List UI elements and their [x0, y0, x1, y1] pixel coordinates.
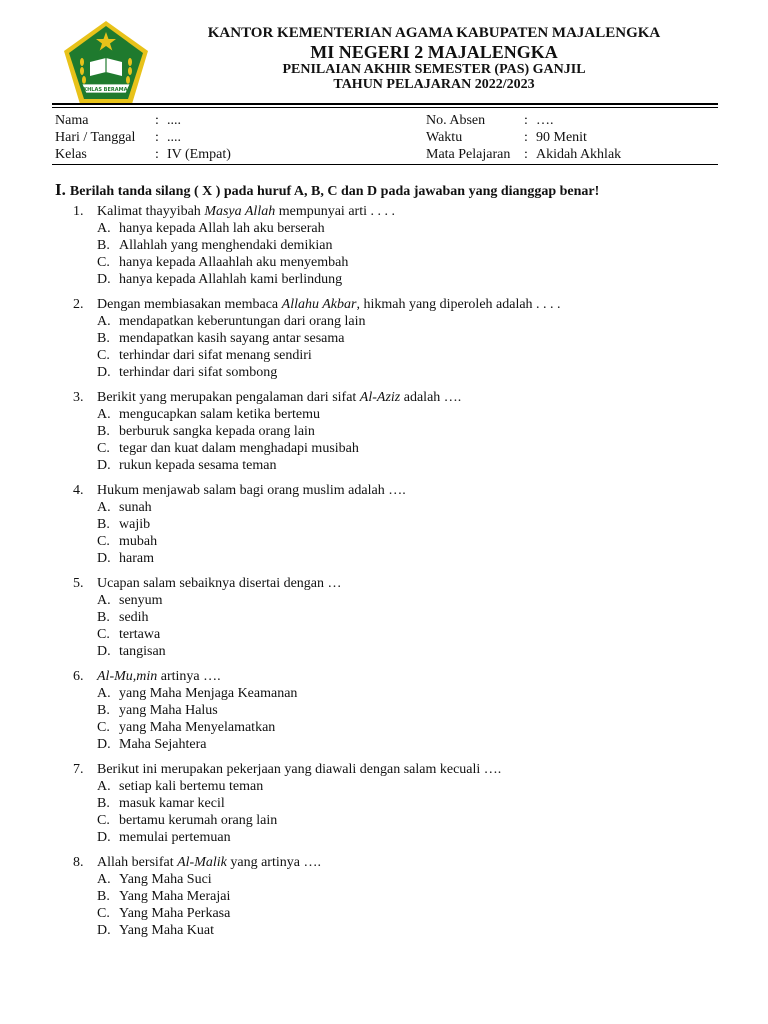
- school-name: MI NEGERI 2 MAJALENGKA: [310, 42, 558, 62]
- student-info-left: [55, 112, 231, 163]
- option-text: Allahlah yang menghendaki demikian: [119, 238, 333, 253]
- answer-option[interactable]: [73, 406, 713, 423]
- letterhead: [160, 24, 708, 92]
- logo-ribbon-text: IKHLAS BERAMAL: [81, 87, 131, 93]
- answer-option[interactable]: [73, 313, 713, 330]
- option-text: bertamu kerumah orang lain: [119, 813, 278, 828]
- option-text: Yang Maha Merajai: [119, 889, 231, 904]
- answer-option[interactable]: [73, 440, 713, 457]
- answer-option[interactable]: [73, 719, 713, 736]
- question-item: [73, 203, 713, 288]
- answer-option[interactable]: [73, 736, 713, 753]
- answer-option[interactable]: [73, 592, 713, 609]
- option-letter: D.: [97, 272, 111, 287]
- option-letter: C.: [97, 720, 110, 735]
- option-text: setiap kali bertemu teman: [119, 779, 264, 794]
- option-text: memulai pertemuan: [119, 830, 231, 845]
- option-letter: C.: [97, 813, 110, 828]
- option-text: Maha Sejahtera: [119, 737, 207, 752]
- option-letter: A.: [97, 314, 111, 329]
- option-text: terhindar dari sifat sombong: [119, 365, 278, 380]
- question-item: [73, 482, 713, 567]
- question-number: 2.: [73, 297, 84, 312]
- option-letter: A.: [97, 221, 111, 236]
- answer-option[interactable]: [73, 871, 713, 888]
- question-stem: [73, 389, 713, 406]
- option-letter: D.: [97, 923, 111, 938]
- question-text: Berikit yang merupakan pengalaman dari sifat Al-Aziz adalah ….: [97, 390, 462, 405]
- answer-option[interactable]: [73, 702, 713, 719]
- answer-option[interactable]: [73, 922, 713, 939]
- info-row-class: Kelas : IV (Empat): [55, 147, 231, 162]
- question-item: [73, 668, 713, 753]
- option-letter: A.: [97, 779, 111, 794]
- question-stem: [73, 854, 713, 871]
- option-letter: C.: [97, 627, 110, 642]
- answer-option[interactable]: [73, 812, 713, 829]
- answer-option[interactable]: [73, 220, 713, 237]
- answer-option[interactable]: [73, 271, 713, 288]
- exam-title: PENILAIAN AKHIR SEMESTER (PAS) GANJIL: [282, 62, 586, 77]
- question-stem: [73, 203, 713, 220]
- option-letter: D.: [97, 644, 111, 659]
- option-letter: B.: [97, 703, 110, 718]
- option-text: sedih: [119, 610, 149, 625]
- option-text: yang Maha Menyelamatkan: [119, 720, 276, 735]
- option-text: rukun kepada sesama teman: [119, 458, 277, 473]
- option-letter: D.: [97, 830, 111, 845]
- option-letter: A.: [97, 407, 111, 422]
- info-row-absen: No. Absen : ….: [426, 113, 554, 128]
- option-letter: B.: [97, 889, 110, 904]
- question-text: Berikut ini merupakan pekerjaan yang diawali dengan salam kecuali ….: [97, 762, 502, 777]
- answer-option[interactable]: [73, 550, 713, 567]
- option-text: tangisan: [119, 644, 166, 659]
- info-row-date: Hari / Tanggal : ....: [55, 130, 181, 145]
- question-text: Kalimat thayyibah Masya Allah mempunyai arti . . . .: [97, 204, 395, 219]
- option-letter: C.: [97, 441, 110, 456]
- option-text: masuk kamar kecil: [119, 796, 225, 811]
- option-letter: C.: [97, 255, 110, 270]
- option-text: mendapatkan kasih sayang antar sesama: [119, 331, 345, 346]
- question-text: Ucapan salam sebaiknya disertai dengan …: [97, 576, 342, 591]
- option-letter: B.: [97, 331, 110, 346]
- header-rule-thick: [52, 103, 718, 105]
- option-text: mubah: [119, 534, 158, 549]
- question-number: 1.: [73, 204, 84, 219]
- option-letter: D.: [97, 737, 111, 752]
- info-row-time: Waktu : 90 Menit: [426, 130, 587, 145]
- option-letter: B.: [97, 517, 110, 532]
- option-letter: A.: [97, 686, 111, 701]
- instruction-text: Berilah tanda silang ( X ) pada huruf A, B, C dan D pada jawaban yang dianggap benar!: [69, 184, 600, 199]
- question-text: Hukum menjawab salam bagi orang muslim adalah ….: [97, 483, 406, 498]
- option-text: wajib: [119, 517, 151, 532]
- option-letter: D.: [97, 458, 111, 473]
- question-text: Al-Mu,min artinya ….: [97, 669, 221, 684]
- answer-option[interactable]: [73, 423, 713, 440]
- answer-option[interactable]: [73, 905, 713, 922]
- answer-option[interactable]: [73, 609, 713, 626]
- option-letter: D.: [97, 551, 111, 566]
- option-text: sunah: [119, 500, 152, 515]
- question-item: [73, 854, 713, 939]
- question-text: Dengan membiasakan membaca Allahu Akbar, hikmah yang diperoleh adalah . . . .: [97, 297, 561, 312]
- question-list: [73, 203, 713, 947]
- info-rule: [52, 164, 718, 165]
- option-letter: B.: [97, 424, 110, 439]
- question-number: 3.: [73, 390, 84, 405]
- answer-option[interactable]: [73, 347, 713, 364]
- question-stem: [73, 296, 713, 313]
- question-item: [73, 389, 713, 474]
- answer-option[interactable]: [73, 254, 713, 271]
- option-text: hanya kepada Allaahlah aku menyembah: [119, 255, 349, 270]
- option-letter: C.: [97, 534, 110, 549]
- answer-option[interactable]: [73, 626, 713, 643]
- option-text: Yang Maha Perkasa: [119, 906, 231, 921]
- question-stem: [73, 761, 713, 778]
- info-row-name: Nama : ....: [55, 113, 181, 128]
- option-text: yang Maha Halus: [119, 703, 218, 718]
- answer-option[interactable]: [73, 778, 713, 795]
- option-text: hanya kepada Allahlah kami berlindung: [119, 272, 343, 287]
- option-text: yang Maha Menjaga Keamanan: [119, 686, 298, 701]
- answer-option[interactable]: [73, 685, 713, 702]
- option-letter: B.: [97, 238, 110, 253]
- option-text: tertawa: [119, 627, 161, 642]
- answer-option[interactable]: [73, 795, 713, 812]
- answer-option[interactable]: [73, 457, 713, 474]
- question-number: 4.: [73, 483, 84, 498]
- answer-option[interactable]: [73, 888, 713, 905]
- question-item: [73, 575, 713, 660]
- ministry-office: KANTOR KEMENTERIAN AGAMA KABUPATEN MAJALENGKA: [207, 25, 661, 41]
- question-number: 8.: [73, 855, 84, 870]
- option-text: mengucapkan salam ketika bertemu: [119, 407, 320, 422]
- option-letter: A.: [97, 593, 111, 608]
- student-info-right: [426, 112, 621, 163]
- option-letter: D.: [97, 365, 111, 380]
- header-rule-thin: [52, 107, 718, 108]
- option-letter: C.: [97, 348, 110, 363]
- question-item: [73, 296, 713, 381]
- question-number: 7.: [73, 762, 84, 777]
- question-stem: [73, 575, 713, 592]
- answer-option[interactable]: [73, 237, 713, 254]
- answer-option[interactable]: [73, 829, 713, 846]
- question-stem: [73, 482, 713, 499]
- option-text: terhindar dari sifat menang sendiri: [119, 348, 312, 363]
- section-number: I.: [55, 180, 66, 199]
- option-letter: A.: [97, 872, 111, 887]
- option-letter: B.: [97, 796, 110, 811]
- academic-year: TAHUN PELAJARAN 2022/2023: [333, 77, 535, 92]
- question-text: Allah bersifat Al-Malik yang artinya ….: [97, 855, 321, 870]
- option-text: senyum: [119, 593, 163, 608]
- option-text: mendapatkan keberuntungan dari orang lain: [119, 314, 366, 329]
- info-row-subject: Mata Pelajaran : Akidah Akhlak: [426, 147, 622, 162]
- question-stem: [73, 668, 713, 685]
- option-text: tegar dan kuat dalam menghadapi musibah: [119, 441, 359, 456]
- option-letter: C.: [97, 906, 110, 921]
- answer-option[interactable]: [73, 643, 713, 660]
- answer-option[interactable]: [73, 364, 713, 381]
- option-text: hanya kepada Allah lah aku berserah: [119, 221, 325, 236]
- kemenag-logo: [60, 18, 152, 110]
- option-letter: B.: [97, 610, 110, 625]
- instruction: [55, 181, 599, 201]
- question-item: [73, 761, 713, 846]
- option-text: Yang Maha Suci: [119, 872, 212, 887]
- option-text: berburuk sangka kepada orang lain: [119, 424, 315, 439]
- question-number: 5.: [73, 576, 84, 591]
- option-text: Yang Maha Kuat: [119, 923, 215, 938]
- answer-option[interactable]: [73, 516, 713, 533]
- answer-option[interactable]: [73, 499, 713, 516]
- answer-option[interactable]: [73, 533, 713, 550]
- answer-option[interactable]: [73, 330, 713, 347]
- option-text: haram: [119, 551, 154, 566]
- option-letter: A.: [97, 500, 111, 515]
- question-number: 6.: [73, 669, 84, 684]
